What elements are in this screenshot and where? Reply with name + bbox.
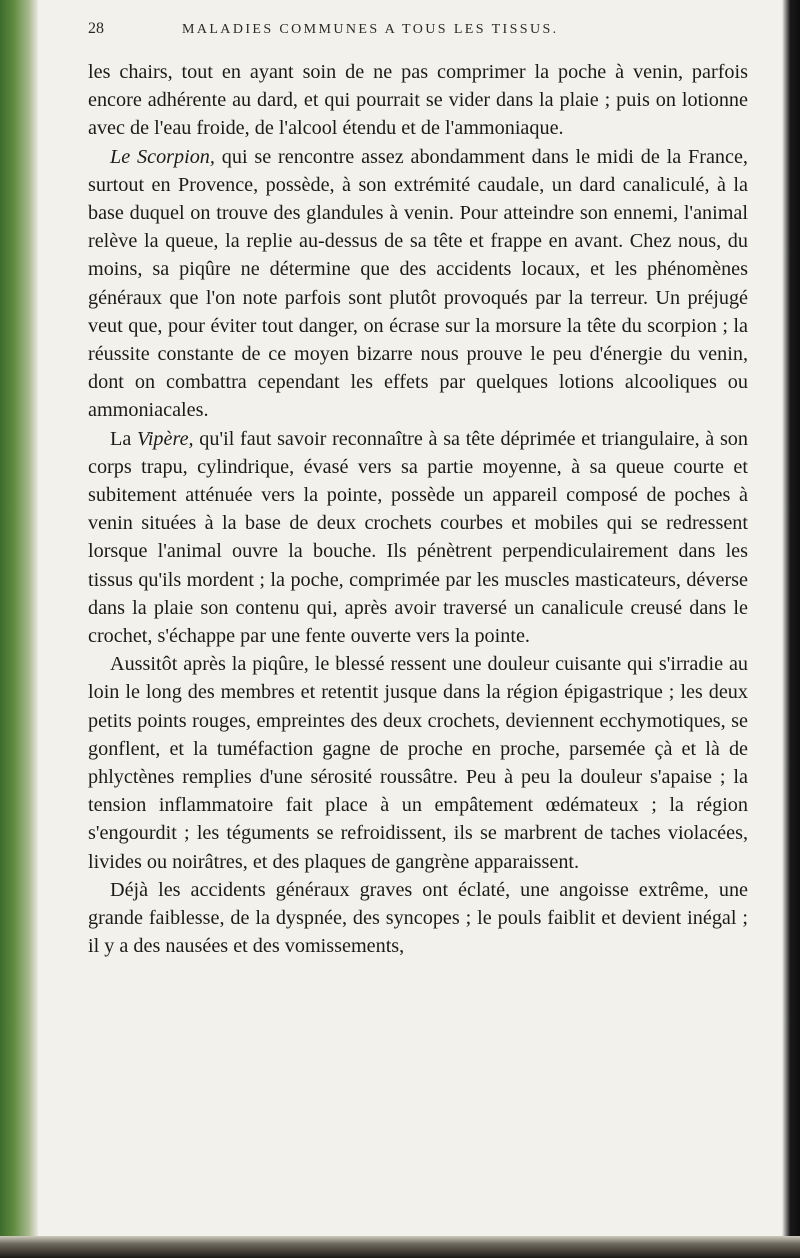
page-header — [88, 20, 748, 46]
paragraph-vipere-text: qu'il faut savoir reconnaître à sa tête déprimée et triangulaire, à son corps trapu, cylindrique, évasé vers sa partie moyenne, à sa queue courte et subitement atténuée vers la pointe, possède un appareil composé de poches à venin situées à la base de deux crochets courbes et mobiles qui se redressent lorsque l'animal ouvre la bouche. Ils pénètrent perpendiculairement dans les tissus qu'ils mordent ; la poche, comprimée par les muscles masticateurs, déverse dans la plaie son contenu qui, après avoir traversé un canalicule creusé dans le crochet, s'échappe par une fente ouverte vers la pointe. — [88, 427, 748, 648]
scan-right-edge — [782, 0, 800, 1258]
body-text — [88, 58, 748, 961]
scan-bottom-edge — [0, 1236, 800, 1258]
scan-left-edge — [0, 0, 38, 1258]
paragraph-vipere — [88, 425, 748, 651]
paragraph-vipere-lead: La — [110, 427, 137, 450]
book-page — [88, 20, 748, 961]
paragraph-symptoms: Aussitôt après la piqûre, le blessé ressent une douleur cuisante qui s'irradie au loin le long des membres et retentit jusque dans la région épigastrique ; les deux petits points rouges, empreintes des deux crochets, deviennent ecchymotiques, se gonflent, et la tuméfaction gagne de proche en proche, parsemée çà et là de phlyctènes remplies d'une sérosité roussâtre. Peu à peu la douleur s'apaise ; la tension inflammatoire fait place à un empâtement œdémateux ; la région s'engourdit ; les téguments se refroidissent, ils se marbrent de taches violacées, livides ou noirâtres, et des plaques de gangrène apparaissent. — [88, 653, 748, 873]
paragraph-1: les chairs, tout en ayant soin de ne pas comprimer la poche à venin, parfois encore adhérente au dard, et qui pourrait se vider dans la plaie ; puis on lotionne avec de l'eau froide, de l'alcool étendu et de l'ammoniaque. — [88, 61, 748, 140]
term-scorpion: Le Scorpion, — [110, 145, 215, 168]
paragraph-scorpion — [88, 143, 748, 425]
paragraph-scorpion-text: qui se rencontre assez abondamment dans le midi de la France, surtout en Provence, possède, à son extrémité caudale, un dard canaliculé, à la base duquel on trouve des glandules à venin. Pour atteindre son ennemi, l'animal relève la queue, la replie au-dessus de sa tête et frappe en avant. Chez nous, du moins, sa piqûre ne détermine que des accidents locaux, et les phénomènes généraux que l'on note parfois sont plutôt provoqués par la terreur. Un préjugé veut que, pour éviter tout danger, on écrase sur la morsure la tête du scorpion ; la réussite constante de ce moyen bizarre nous prouve le peu d'énergie du venin, dont on combattra cependant les effets par quelques lotions alcooliques ou ammoniacales. — [88, 145, 748, 422]
paragraph-general-accidents: Déjà les accidents généraux graves ont éclaté, une angoisse extrême, une grande faiblesse, de la dyspnée, des syncopes ; le pouls faiblit et devient inégal ; il y a des nausées et des vomissements, — [88, 878, 748, 958]
page-number: 28 — [88, 20, 104, 37]
running-head: MALADIES COMMUNES A TOUS LES TISSUS. — [182, 22, 559, 37]
term-vipere: Vipère, — [136, 427, 194, 450]
